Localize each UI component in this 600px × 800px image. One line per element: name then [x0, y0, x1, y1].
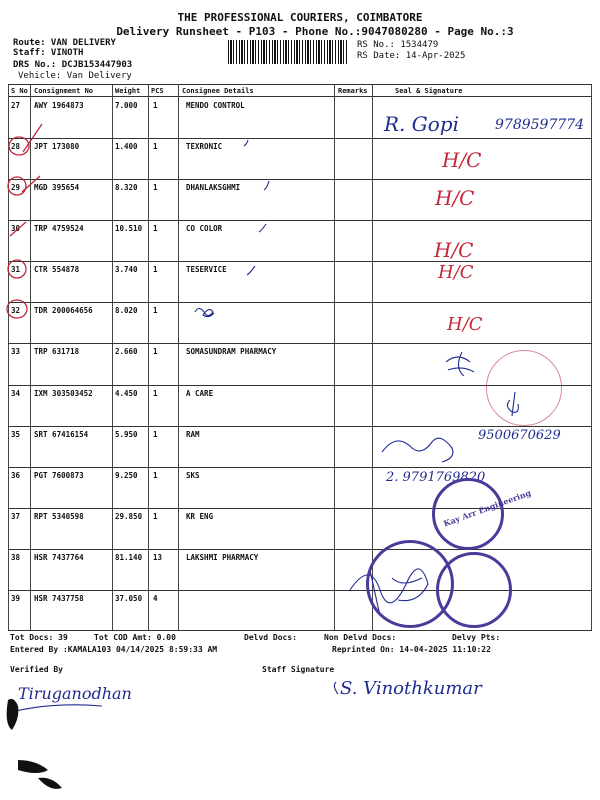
entered-by: Entered By :KAMALA103 04/14/2025 8:59:33 AM	[10, 645, 218, 654]
staff-signature-label: Staff Signature	[262, 665, 335, 674]
row-weight: 29.850	[115, 511, 143, 521]
handwritten-hc-29: H/C	[435, 186, 475, 210]
row-consignee: SKS	[186, 470, 200, 480]
row-consignee: A CARE	[186, 388, 214, 398]
row-sno: 35	[11, 429, 21, 439]
row-sno: 37	[11, 511, 21, 521]
phone-27: 9789597774	[495, 117, 585, 133]
handwritten-hc-30: H/C	[434, 238, 474, 262]
row-weight: 4.450	[115, 388, 138, 398]
staff-sign-stroke	[334, 682, 338, 694]
row-sno: 31	[11, 265, 21, 275]
row-weight: 7.000	[115, 101, 138, 110]
row-pcs: 1	[153, 470, 158, 480]
row-consignment-no: AWY 1964873	[34, 101, 84, 110]
total-docs: Tot Docs: 39	[10, 633, 68, 642]
phone-36: 2. 9791769820	[386, 470, 486, 485]
company-name: THE PROFESSIONAL COURIERS, COIMBATORE	[177, 11, 423, 24]
row-sno: 32	[11, 306, 21, 316]
handwritten-hc-28: H/C	[442, 148, 482, 172]
delivered-docs: Delvd Docs:	[244, 633, 297, 642]
row-consignment-no: RPT 5340598	[34, 511, 84, 521]
row-consignment-no: JPT 173080	[34, 142, 80, 152]
row-sno: 28	[11, 142, 21, 152]
header-consignment: Consignment No	[34, 87, 94, 95]
row-pcs: 1	[153, 101, 158, 110]
stamp-text-37: Kay Arr Engineering	[442, 487, 533, 529]
header-sno: S No	[11, 87, 28, 95]
row-consignment-no: TRP 631718	[34, 347, 80, 357]
row-sno: 33	[11, 347, 21, 357]
row-sno: 38	[11, 552, 21, 562]
header-remarks: Remarks	[338, 87, 368, 95]
row-pcs: 13	[153, 552, 163, 562]
row-consignee: DHANLAKSGHMI	[186, 183, 241, 193]
row-consignment-no: HSR 7437764	[34, 552, 84, 562]
tick-30	[10, 222, 26, 236]
handwritten-hc-32: H/C	[447, 314, 483, 335]
verified-by-label: Verified By	[10, 665, 63, 674]
row-weight: 37.050	[115, 593, 143, 603]
row-weight: 8.020	[115, 306, 138, 316]
row-consignee: TESERVICE	[186, 265, 227, 275]
circular-stamp-39	[436, 552, 512, 628]
non-delivered-docs: Non Delvd Docs:	[324, 633, 397, 642]
row-pcs: 1	[153, 142, 158, 152]
row-sno: 34	[11, 388, 21, 398]
runsheet-title: Delivery Runsheet - P103 - Phone No.:9047080280 - Page No.:3	[116, 25, 514, 38]
row-pcs: 4	[153, 593, 158, 603]
row-pcs: 1	[153, 224, 158, 234]
verified-underline	[12, 705, 102, 712]
row-weight: 8.320	[115, 183, 138, 193]
delivery-points: Delvy Pts:	[452, 633, 501, 642]
circle-29	[8, 177, 26, 195]
row-consignment-no: CTR 554878	[34, 265, 80, 275]
row-sno: 39	[11, 593, 21, 603]
red-stamp-33	[486, 350, 562, 426]
tick-mark-28	[244, 140, 248, 146]
row-pcs: 1	[153, 306, 158, 316]
row-pcs: 1	[153, 511, 158, 521]
row-consignee: TEXRONIC	[186, 142, 223, 152]
row-sno: 27	[11, 101, 21, 110]
company-stamp-37	[432, 478, 533, 550]
margin-smudge	[7, 699, 62, 789]
rs-date: RS Date: 14-Apr-2025	[357, 51, 466, 61]
row-sno: 30	[11, 224, 21, 234]
row-pcs: 1	[153, 388, 158, 398]
row-consignment-no: TRP 4759524	[34, 224, 84, 234]
row-pcs: 1	[153, 183, 158, 193]
signature-33	[446, 352, 474, 376]
row-pcs: 1	[153, 347, 158, 357]
row-weight: 9.250	[115, 470, 138, 480]
row-weight: 5.950	[115, 429, 138, 439]
tick-mark-29	[264, 181, 269, 190]
row-consignee: LAKSHMI PHARMACY	[186, 552, 259, 562]
drs-number: DRS No.: DCJB153447903	[13, 60, 133, 70]
row-sno: 36	[11, 470, 21, 480]
row-weight: 1.400	[115, 142, 138, 152]
tick-mark-30	[259, 224, 266, 232]
circle-32	[7, 300, 27, 318]
phone-35: 9500670629	[478, 428, 561, 443]
staff-label: Staff: VINOTH	[13, 48, 84, 58]
row-weight: 10.510	[115, 224, 143, 234]
rs-number: RS No.: 1534479	[357, 40, 439, 50]
row-consignee: MENDO CONTROL	[186, 101, 245, 110]
row-weight: 81.140	[115, 552, 143, 562]
row-consignee: RAM	[186, 429, 200, 439]
circle-28	[9, 137, 29, 155]
row-sno: 29	[11, 183, 21, 193]
row-pcs: 1	[153, 265, 158, 275]
header-consignee: Consignee Details	[182, 87, 254, 95]
row-consignment-no: SRT 67416154	[34, 429, 89, 439]
header-pcs: PCS	[151, 87, 164, 95]
signature-35	[382, 438, 453, 462]
row-consignee: CO COLOR	[186, 224, 223, 234]
row-weight: 2.660	[115, 347, 138, 357]
verified-signature: Tiruganodhan	[18, 684, 132, 703]
row-consignment-no: TDR 200064656	[34, 306, 93, 316]
row-weight: 3.740	[115, 265, 138, 275]
reprinted-on: Reprinted On: 14-04-2025 11:10:22	[332, 645, 491, 654]
handwritten-hc-31: H/C	[438, 262, 474, 283]
tick-29	[22, 176, 40, 192]
staff-signature: S. Vinothkumar	[340, 678, 482, 699]
vehicle-label: Vehicle: Van Delivery	[18, 71, 132, 81]
circle-31	[8, 260, 26, 278]
row-consignee: KR ENG	[186, 511, 214, 521]
total-cod-amount: Tot COD Amt: 0.00	[94, 633, 176, 642]
row-consignee: SOMASUNDRAM PHARMACY	[186, 347, 277, 357]
header-seal-signature: Seal & Signature	[395, 87, 463, 95]
tick-mark-31	[247, 266, 255, 275]
row-consignment-no: HSR 7437758	[34, 593, 84, 603]
tick-28	[23, 124, 42, 152]
row-consignment-no: MGD 395654	[34, 183, 80, 193]
signature-27: R. Gopi	[384, 112, 459, 136]
row-consignment-no: IXM 303503452	[34, 388, 93, 398]
route-label: Route: VAN DELIVERY	[13, 38, 116, 48]
scribble-32	[195, 309, 214, 317]
header-weight: Weight	[115, 87, 141, 95]
row-consignment-no: PGT 7600873	[34, 470, 84, 480]
row-pcs: 1	[153, 429, 158, 439]
